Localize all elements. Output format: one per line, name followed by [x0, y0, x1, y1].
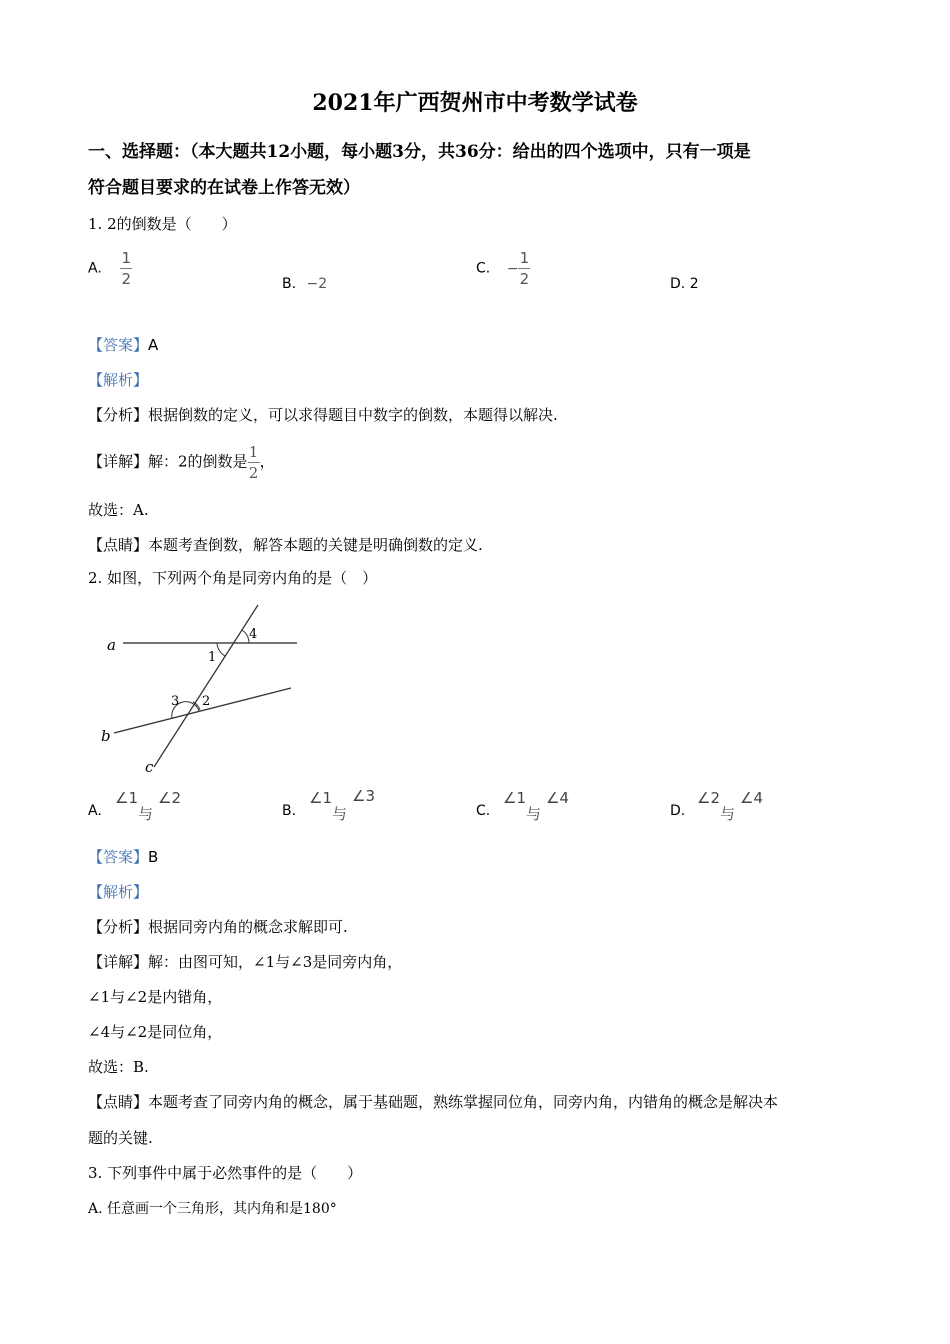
q1-xiangjie: 【详解】解：2的倒数是 $\frac{1}{2}$ ，: [88, 443, 275, 482]
q2-option-c: C. ∠1 与 ∠4: [476, 789, 569, 823]
label-4: 4: [249, 627, 258, 642]
section-heading: 一、选择题：（本大题共12小题，每小题3分，共36分：给出的四个选项中，只有一项是: [88, 142, 751, 162]
q2-stem: 2. 如图，下列两个角是同旁内角的是（ ）: [88, 569, 378, 587]
q2-analysis-tag: 【解析】: [88, 883, 149, 901]
q2-dianjing: 【点睛】本题考查了同旁内角的概念，属于基础题，熟练掌握同位角，同旁内角，内错角的概念是解决本: [88, 1093, 779, 1111]
q1-option-b: B. −2: [282, 276, 328, 292]
q2-xiangjie: 【详解】解：由图可知，∠1与∠3是同旁内角，: [88, 953, 403, 971]
q1-option-a: A. $\frac{1}{2}$: [88, 249, 131, 288]
q3-stem: 3. 下列事件中属于必然事件的是（ ）: [88, 1164, 363, 1182]
label-2: 2: [202, 694, 211, 709]
q1-answer: 【答案】A: [88, 336, 159, 354]
label-a: a: [107, 636, 116, 654]
page-title: 2021年广西贺州市中考数学试卷: [312, 90, 638, 116]
label-c: c: [145, 758, 154, 776]
angle-1-arc: [217, 643, 225, 656]
q2-option-b: B. ∠1 与 ∠3: [282, 787, 375, 823]
q2-conclusion: 故选：B.: [88, 1058, 149, 1076]
q2-dianjing-cont: 题的关键.: [88, 1129, 153, 1147]
label-b: b: [101, 727, 111, 745]
q1-analysis-tag: 【解析】: [88, 371, 149, 389]
label-1: 1: [208, 650, 217, 665]
q2-xiangjie-line3: ∠4与∠2是同位角，: [88, 1023, 223, 1041]
q2-option-a: A. ∠1 与 ∠2: [88, 789, 181, 823]
q1-conclusion: 故选：A.: [88, 501, 149, 519]
q3-option-a: A. 任意画一个三角形，其内角和是180°: [88, 1201, 337, 1217]
q2-option-d: D. ∠2 与 ∠4: [670, 789, 763, 823]
q2-answer: 【答案】B: [88, 848, 159, 866]
section-heading-cont: 符合题目要求的在试卷上作答无效）: [88, 178, 360, 198]
q1-dianjing: 【点睛】本题考查倒数，解答本题的关键是明确倒数的定义.: [88, 536, 483, 554]
line-c: [154, 605, 258, 767]
q2-xiangjie-line2: ∠1与∠2是内错角，: [88, 988, 223, 1006]
q1-option-c: C. − $\frac{1}{2}$: [476, 249, 530, 288]
angle-4-arc: [242, 630, 249, 643]
q1-stem: 1. 2的倒数是（ ）: [88, 215, 237, 233]
q1-fenxi: 【分析】根据倒数的定义，可以求得题目中数字的倒数，本题得以解决.: [88, 406, 558, 424]
q1-option-d: D. 2: [670, 276, 699, 292]
q2-fenxi: 【分析】根据同旁内角的概念求解即可.: [88, 918, 348, 936]
label-3: 3: [171, 694, 180, 709]
